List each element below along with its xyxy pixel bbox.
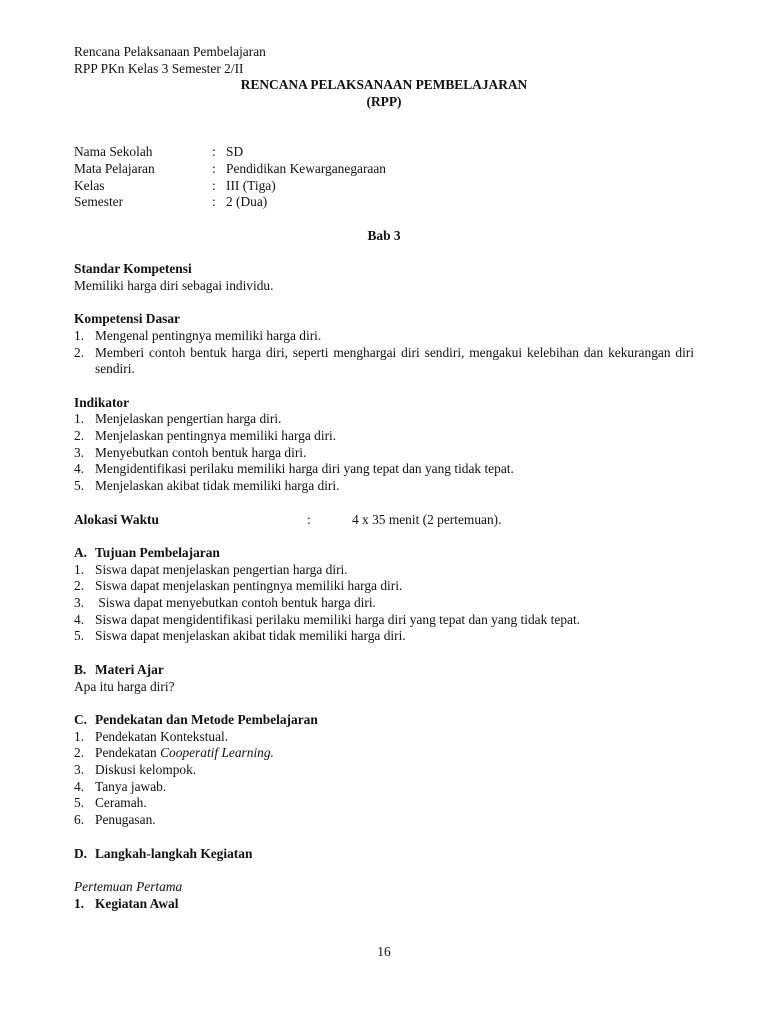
list-item bbox=[74, 345, 694, 378]
list-text: Memberi contoh bentuk harga diri, seperti menghargai diri sendiri, mengakui kelebihan dan kekurangan diri sendiri. bbox=[95, 344, 694, 377]
list-item bbox=[74, 779, 694, 796]
list-item bbox=[74, 595, 694, 612]
standar-heading: Standar Kompetensi bbox=[74, 261, 192, 277]
list-number: 1. bbox=[74, 411, 85, 427]
list-item bbox=[74, 612, 694, 629]
identity-value: 2 (Dua) bbox=[226, 194, 268, 210]
identity-label: Mata Pelajaran bbox=[74, 160, 155, 176]
identity-row-class bbox=[74, 178, 694, 195]
alokasi-label: Alokasi Waktu bbox=[74, 511, 159, 527]
list-text: Penugasan. bbox=[95, 812, 156, 828]
section-title: Materi Ajar bbox=[95, 661, 164, 677]
list-item bbox=[74, 762, 694, 779]
section-number: 1. bbox=[74, 895, 85, 911]
list-number: 3. bbox=[74, 762, 85, 778]
list-item bbox=[74, 445, 694, 462]
list-item bbox=[74, 795, 694, 812]
list-number: 2. bbox=[74, 745, 85, 761]
list-item bbox=[74, 461, 694, 478]
section-letter: D. bbox=[74, 845, 88, 861]
list-item bbox=[74, 812, 694, 829]
indikator-list bbox=[74, 411, 694, 495]
tujuan-list bbox=[74, 562, 694, 646]
identity-colon: : bbox=[212, 144, 216, 160]
section-letter: C. bbox=[74, 711, 88, 727]
alokasi-row bbox=[74, 512, 694, 529]
list-item bbox=[74, 411, 694, 428]
list-item bbox=[74, 428, 694, 445]
document-page bbox=[74, 44, 694, 912]
section-title: Tujuan Pembelajaran bbox=[95, 544, 220, 560]
identity-colon: : bbox=[212, 177, 216, 193]
identity-block bbox=[74, 144, 694, 211]
list-number: 5. bbox=[74, 478, 85, 494]
header-line-1: Rencana Pelaksanaan Pembelajaran bbox=[74, 44, 266, 59]
list-number: 2. bbox=[74, 428, 85, 444]
materi-heading bbox=[74, 662, 694, 679]
identity-colon: : bbox=[212, 194, 216, 210]
list-text: Menyebutkan contoh bentuk harga diri. bbox=[95, 444, 307, 460]
identity-colon: : bbox=[212, 160, 216, 176]
meeting-label: Pertemuan Pertama bbox=[74, 878, 183, 894]
list-text: Mengenal pentingnya memiliki harga diri. bbox=[95, 327, 322, 343]
list-text: Diskusi kelompok. bbox=[95, 762, 197, 778]
list-number: 2. bbox=[74, 344, 85, 360]
list-text: Pendekatan Kontekstual. bbox=[95, 728, 229, 744]
list-text: Menjelaskan pentingnya memiliki harga diri. bbox=[95, 428, 337, 444]
identity-label: Kelas bbox=[74, 177, 105, 193]
list-text: Menjelaskan akibat tidak memiliki harga diri. bbox=[95, 478, 340, 494]
list-number: 5. bbox=[74, 628, 85, 644]
list-number: 1. bbox=[74, 327, 85, 343]
kompetensi-heading: Kompetensi Dasar bbox=[74, 311, 181, 327]
list-text: Siswa dapat menjelaskan pentingnya memiliki harga diri. bbox=[95, 578, 403, 594]
identity-row-school bbox=[74, 144, 694, 161]
list-text: Menjelaskan pengertian harga diri. bbox=[95, 411, 282, 427]
list-text: Ceramah. bbox=[95, 795, 147, 811]
list-number: 3. bbox=[74, 444, 85, 460]
header-line-2: RPP PKn Kelas 3 Semester 2/II bbox=[74, 60, 244, 76]
list-text-italic: Cooperatif Learning. bbox=[160, 745, 274, 761]
section-letter: B. bbox=[74, 661, 87, 677]
identity-row-subject bbox=[74, 161, 694, 178]
section-letter: A. bbox=[74, 544, 88, 560]
list-text-prefix: Pendekatan bbox=[95, 745, 161, 761]
section-title: Kegiatan Awal bbox=[95, 895, 179, 911]
list-number: 4. bbox=[74, 461, 85, 477]
list-number: 4. bbox=[74, 611, 85, 627]
pendekatan-heading bbox=[74, 712, 694, 729]
list-number: 4. bbox=[74, 778, 85, 794]
list-item bbox=[74, 729, 694, 746]
list-text: Siswa dapat menjelaskan akibat tidak memiliki harga diri. bbox=[95, 628, 406, 644]
section-title: Langkah-langkah Kegiatan bbox=[95, 845, 253, 861]
list-item bbox=[74, 578, 694, 595]
document-title: RENCANA PELAKSANAAN PEMBELAJARAN bbox=[240, 77, 528, 93]
standar-text: Memiliki harga diri sebagai individu. bbox=[74, 277, 274, 293]
list-number: 1. bbox=[74, 728, 85, 744]
identity-value: SD bbox=[226, 144, 244, 160]
indikator-heading: Indikator bbox=[74, 394, 130, 410]
identity-value: Pendidikan Kewarganegaraan bbox=[226, 160, 387, 176]
list-number: 3. bbox=[74, 595, 85, 611]
list-text bbox=[95, 745, 694, 762]
kegiatan-awal-heading bbox=[74, 896, 694, 913]
list-number: 6. bbox=[74, 812, 85, 828]
list-number: 2. bbox=[74, 578, 85, 594]
section-title: Pendekatan dan Metode Pembelajaran bbox=[95, 711, 318, 727]
list-item bbox=[74, 628, 694, 645]
alokasi-colon: : bbox=[307, 511, 311, 527]
list-number: 5. bbox=[74, 795, 85, 811]
identity-row-semester bbox=[74, 194, 694, 211]
list-item bbox=[74, 745, 694, 762]
identity-label: Semester bbox=[74, 194, 124, 210]
identity-label: Nama Sekolah bbox=[74, 144, 153, 160]
page-number: 16 bbox=[377, 944, 391, 959]
list-text: Tanya jawab. bbox=[95, 778, 167, 794]
list-text: Siswa dapat mengidentifikasi perilaku memiliki harga diri yang tepat dan yang tidak tepat. bbox=[95, 611, 581, 627]
kompetensi-list bbox=[74, 328, 694, 378]
tujuan-heading bbox=[74, 545, 694, 562]
list-text: Siswa dapat menyebutkan contoh bentuk harga diri. bbox=[95, 595, 376, 611]
list-text: Siswa dapat menjelaskan pengertian harga diri. bbox=[95, 561, 348, 577]
chapter-heading: Bab 3 bbox=[367, 227, 401, 243]
list-item bbox=[74, 328, 694, 345]
list-item bbox=[74, 562, 694, 579]
list-text: Mengidentifikasi perilaku memiliki harga diri yang tepat dan yang tidak tepat. bbox=[95, 461, 514, 477]
list-item bbox=[74, 478, 694, 495]
document-subtitle: (RPP) bbox=[366, 94, 402, 110]
list-number: 1. bbox=[74, 561, 85, 577]
pendekatan-list bbox=[74, 729, 694, 829]
alokasi-value: 4 x 35 menit (2 pertemuan). bbox=[352, 511, 502, 527]
identity-value: III (Tiga) bbox=[226, 177, 276, 193]
langkah-heading bbox=[74, 846, 694, 863]
materi-text: Apa itu harga diri? bbox=[74, 678, 175, 694]
